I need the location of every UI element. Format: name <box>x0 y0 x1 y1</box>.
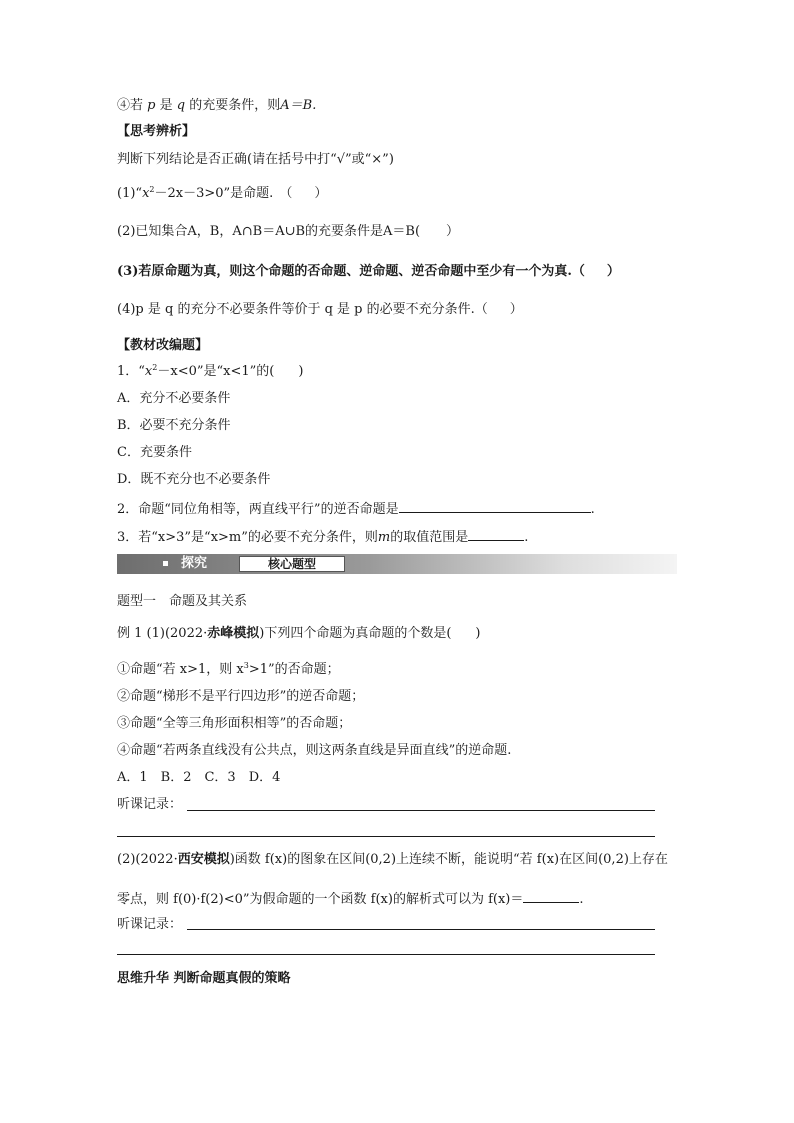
thinking-instruction: 判断下列结论是否正确(请在括号中打“√”或“×”) <box>117 152 394 167</box>
prop-item-4: ④命题“若两条直线没有公共点，则这两条直线是异面直线”的逆命题. <box>117 743 512 758</box>
textbook-q3: 3．若“x>3”是“x>m”的必要不充分条件，则m的取值范围是 . <box>117 530 529 545</box>
notes-line[interactable] <box>187 810 655 811</box>
section-banner <box>117 554 677 574</box>
answer-blank[interactable] <box>523 890 579 903</box>
answer-paren[interactable]: ) <box>475 626 481 641</box>
thinking-header: 【思考辨析】 <box>117 124 196 139</box>
textbook-header: 【教材改编题】 <box>117 338 209 353</box>
option-d: D．既不充分也不必要条件 <box>117 472 271 487</box>
thinking-q1: $(1)“x^2-2x-3>0$”是命题. （ ） <box>117 185 328 201</box>
prop-item-1: ①命题“若 x>1，则 $x^3>1$”的否命题； <box>117 661 340 677</box>
answer-blank[interactable] <box>468 528 524 541</box>
notes-label-2: 听课记录： <box>117 917 183 932</box>
example-1-2: (2)(2022·西安模拟)函数 f(x)的图象在区间(0,2)上连续不断，能说明“若 f(x)在区间(0,2)上存在 <box>117 852 668 867</box>
notes-label-1: 听课记录： <box>117 797 183 812</box>
banner-right: 核心题型 <box>239 556 345 572</box>
example-1-options: A．1 B．2 C．3 D．4 <box>117 770 281 785</box>
square-icon <box>163 561 168 566</box>
condition-item-4: ④若 p 是 q 的充要条件，则A＝B. <box>117 98 317 113</box>
banner-left: 探究 <box>117 556 237 572</box>
answer-paren[interactable]: ） <box>509 302 523 317</box>
example-1-2-line2: 零点，则 f(0)·f(2)<0”为假命题的一个函数 f(x)的解析式可以为 f(x)＝ . <box>117 892 584 907</box>
answer-paren[interactable]: ) <box>298 364 304 379</box>
thinking-q2: (2)已知集合A，B，A∩B＝A∪B的充要条件是A＝B( ） <box>117 224 460 239</box>
answer-paren[interactable]: ） <box>606 264 620 279</box>
option-b: B．必要不充分条件 <box>117 418 231 433</box>
answer-blank[interactable] <box>399 500 591 513</box>
example-1-1: 例 1 (1)(2022·赤峰模拟)下列四个命题为真命题的个数是( ) <box>117 626 481 641</box>
textbook-q1: 1．“$x^2-x<0$”是“x<1”的( ) <box>117 363 304 379</box>
answer-paren[interactable]: （ ） <box>279 186 328 201</box>
notes-line[interactable] <box>187 929 655 930</box>
notes-line[interactable] <box>117 836 655 837</box>
answer-paren[interactable]: ） <box>446 224 460 239</box>
summary-heading: 思维升华 判断命题真假的策略 <box>117 971 291 986</box>
thinking-q4: (4)p 是 q 的充分不必要条件等价于 q 是 p 的必要不充分条件.（ ） <box>117 302 523 317</box>
textbook-q2: 2．命题“同位角相等，两直线平行”的逆否命题是 . <box>117 502 595 517</box>
prop-item-3: ③命题“全等三角形面积相等”的否命题； <box>117 716 352 731</box>
prop-item-2: ②命题“梯形不是平行四边形”的逆否命题； <box>117 689 365 704</box>
option-a: A．充分不必要条件 <box>117 391 231 406</box>
thinking-q3: (3)若原命题为真，则这个命题的否命题、逆命题、逆否命题中至少有一个为真.（ ） <box>117 264 620 279</box>
type1-title: 题型一 命题及其关系 <box>117 594 248 609</box>
notes-line[interactable] <box>117 954 655 955</box>
option-c: C．充要条件 <box>117 445 192 460</box>
